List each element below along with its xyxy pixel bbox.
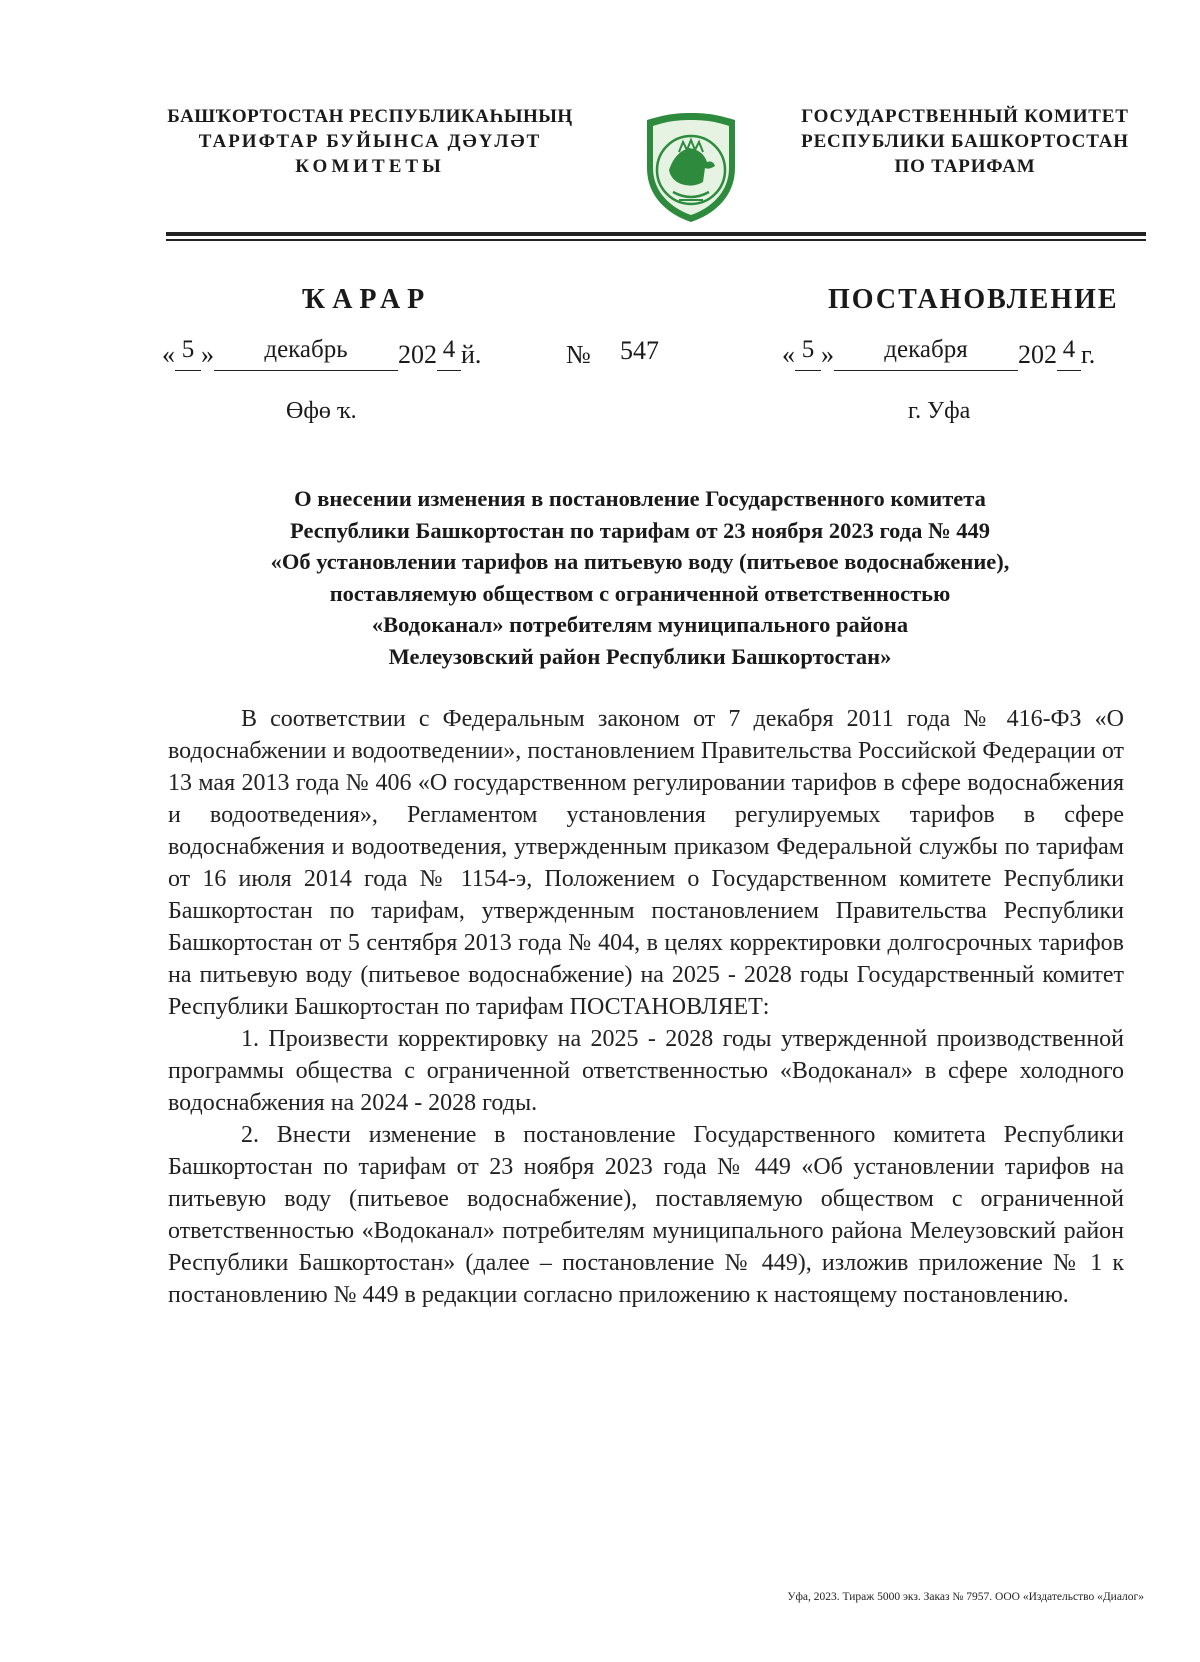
date-year-prefix: 202 [1018,340,1057,369]
title-line: поставляемую обществом с ограниченной ответственностью [329,580,951,606]
date-open-quote: « [782,340,795,369]
header-bashkir-line-1: БАШҠОРТОСТАН РЕСПУБЛИКАҺЫНЫҢ [167,106,573,127]
header-bashkir-line-2: ТАРИФТАР БУЙЫНСА ДӘҮЛӘТ [198,131,542,152]
date-year-suffix: й. [461,340,482,369]
header-russian-line-3: ПО ТАРИФАМ [894,156,1036,177]
body-paragraph-item-2: 2. Внести изменение в постановление Государственного комитета Республики Башкортостан по тарифам от 23 ноября 2023 года № 449 «Об установлении тарифов на питьевую воду (питьевое водоснабжение), поставляемую обществом с ограниченной ответственностью «Водоканал» потребителям муниципального района Мелеузовский район Республики Башкортостан» (далее – постановление № 449), изложив приложение № 1 к постановлению № 449 в редакции согласно приложению к настоящему постановлению. [168,1122,1124,1308]
date-russian [782,336,1096,371]
title-line: «Водоканал» потребителям муниципального района [371,612,909,637]
date-year-digit: 4 [1062,336,1076,363]
city-russian: г. Уфа [908,398,971,424]
date-year-digit: 4 [442,336,456,363]
document-body [168,703,1124,1311]
header-divider-thick [166,232,1146,236]
date-year-prefix: 202 [398,340,437,369]
date-year-suffix: г. [1081,340,1096,369]
date-month: декабря [884,336,968,363]
title-line: Мелеузовский район Республики Башкортостан» [388,643,892,669]
city-bashkir: Өфө ҡ. [286,398,357,424]
date-bashkir [162,336,482,371]
date-day: 5 [801,336,815,363]
print-imprint: Уфа, 2023. Тираж 5000 экз. Заказ № 7957. ООО «Издательство «Диалог» [787,1591,1144,1603]
title-line: «Об установлении тарифов на питьевую воду (питьевое водоснабжение), [270,549,1010,574]
document-title [160,483,1120,672]
date-month: декабрь [264,336,348,363]
header-russian [780,104,1150,179]
header-bashkir [160,104,580,179]
document-number: 547 [620,336,659,365]
date-close-quote: » [821,340,834,369]
header-bashkir-line-3: КОМИТЕТЫ [295,156,445,177]
number-sign: № [566,340,591,369]
date-day: 5 [181,336,195,363]
title-line: Республики Башкортостан по тарифам от 23 ноября 2023 года № 449 [290,517,990,543]
header-divider-thin [166,239,1146,241]
title-line: О внесении изменения в постановление Государственного комитета [294,486,986,511]
header-russian-line-2: РЕСПУБЛИКИ БАШКОРТОСТАН [801,131,1129,152]
emblem-seal [639,110,743,224]
doc-kind-bashkir: ҠАРАР [302,284,432,315]
header-russian-line-1: ГОСУДАРСТВЕННЫЙ КОМИТЕТ [801,106,1129,127]
body-paragraph-item-1: 1. Произвести корректировку на 2025 - 2028 годы утвержденной производственной программы общества с ограниченной ответственностью «Водоканал» в сфере холодного водоснабжения на 2024 - 2028 годы. [168,1026,1124,1116]
doc-kind-russian: ПОСТАНОВЛЕНИЕ [828,284,1119,315]
body-paragraph-preamble: В соответствии с Федеральным законом от 7 декабря 2011 года № 416-ФЗ «О водоснабжении и водоотведении», постановлением Правительства Российской Федерации от 13 мая 2013 года № 406 «О государственном регулировании тарифов в сфере водоснабжения и водоотведения», Регламентом установления регулируемых тарифов в сфере водоснабжения и водоотведения, утвержденным приказом Федеральной службы по тарифам от 16 июля 2014 года № 1154-э, Положением о Государственном комитете Республики Башкортостан по тарифам, утвержденным постановлением Правительства Республики Башкортостан от 5 сентября 2013 года № 404, в целях корректировки долгосрочных тарифов на питьевую воду (питьевое водоснабжение) на 2025 - 2028 годы Государственный комитет Республики Башкортостан по тарифам ПОСТАНОВЛЯЕТ: [168,706,1124,1020]
date-close-quote: » [201,340,214,369]
date-open-quote: « [162,340,175,369]
